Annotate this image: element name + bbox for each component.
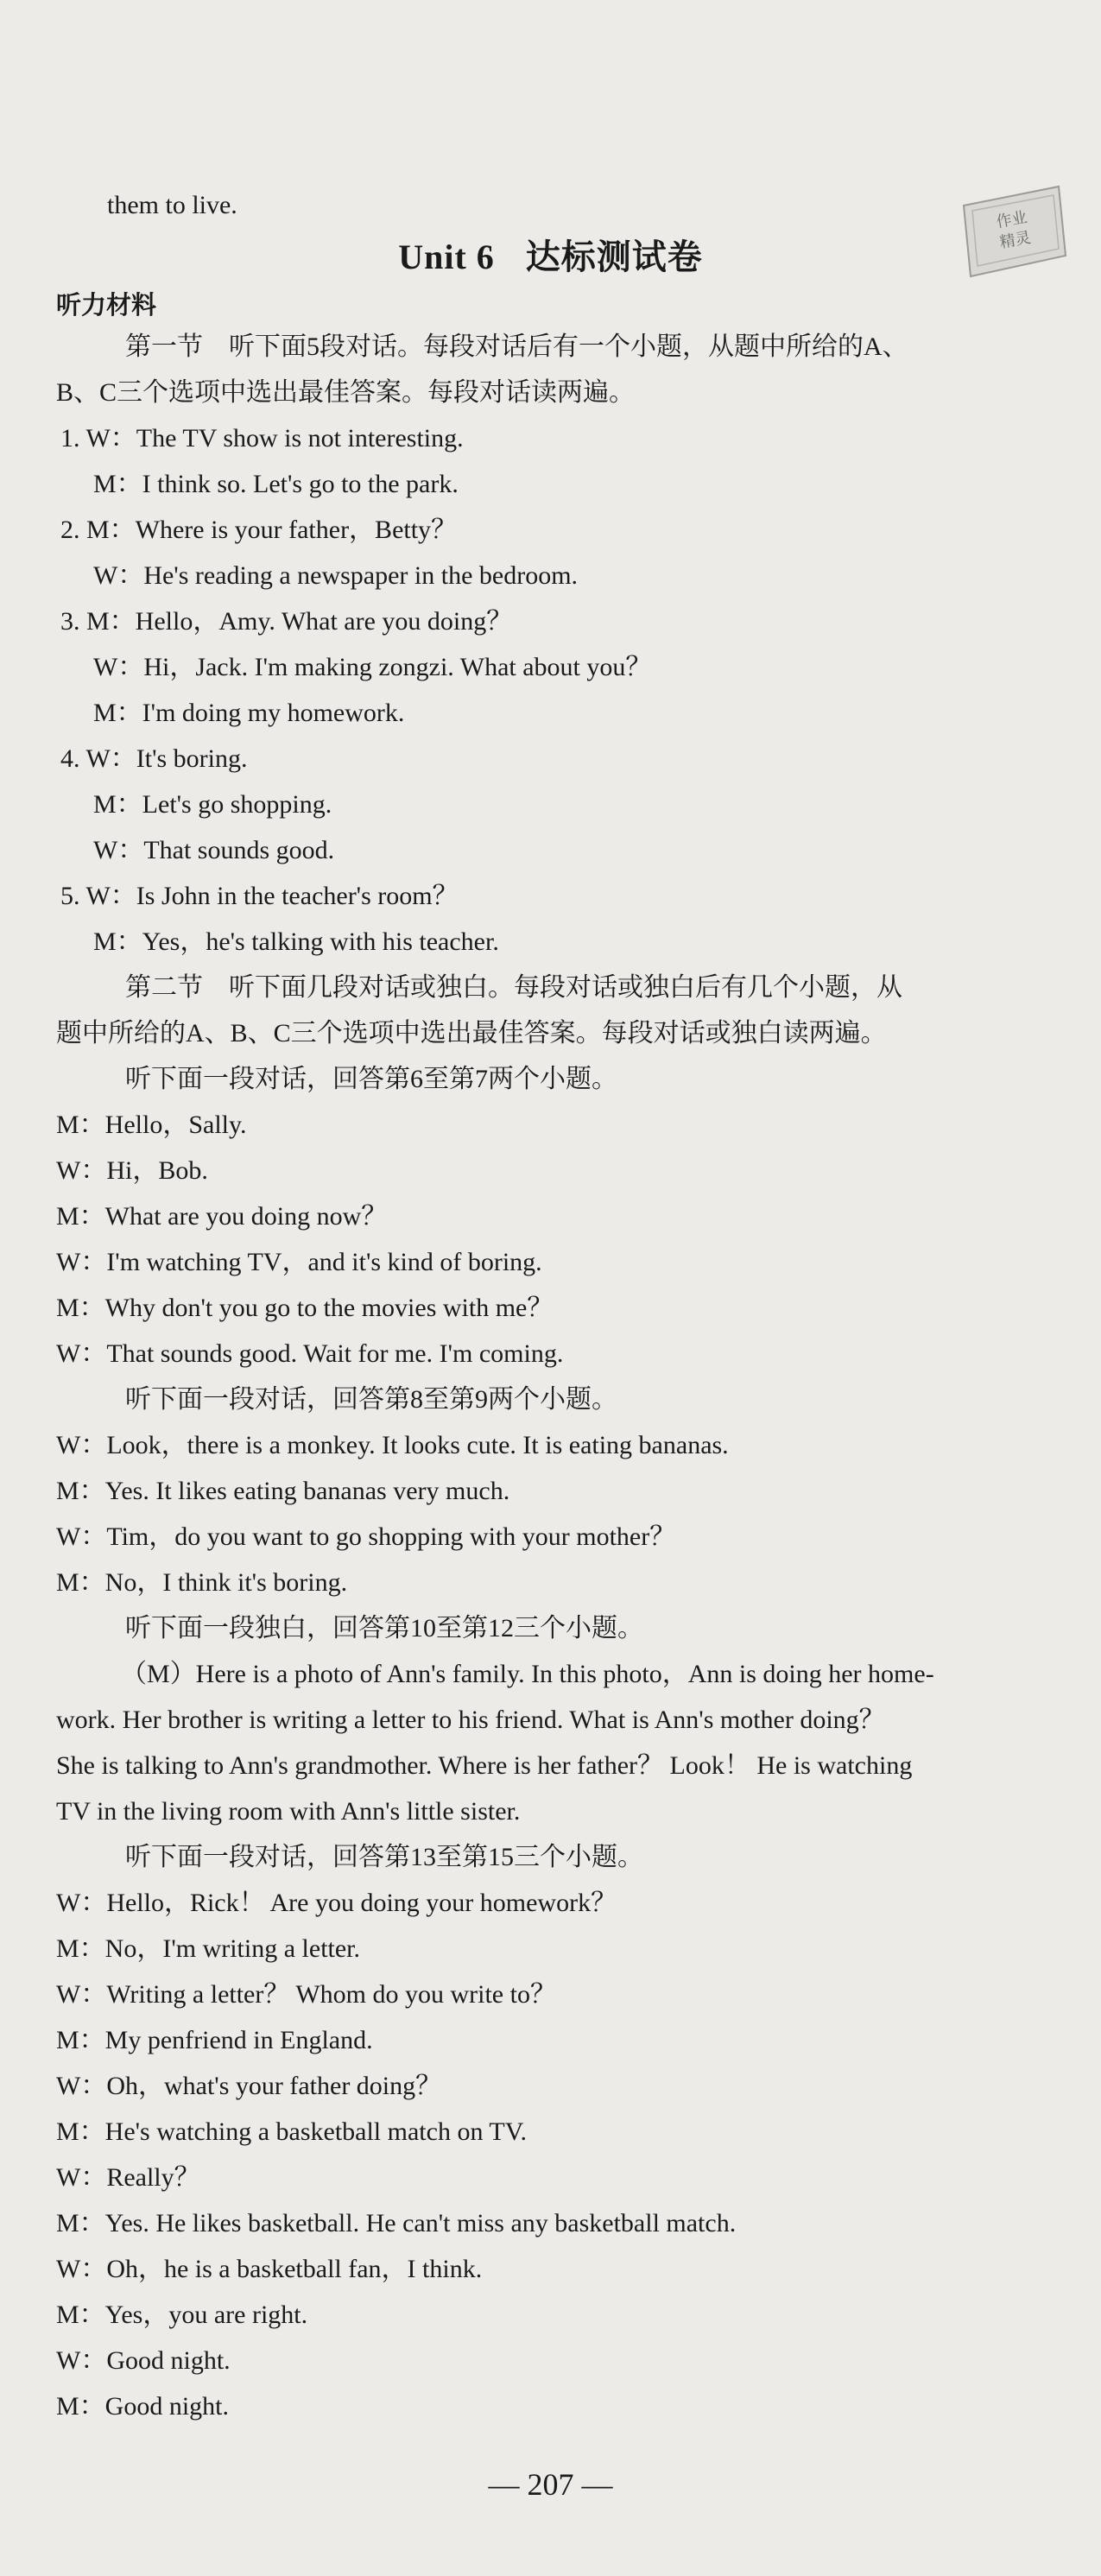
text-line: M：Yes. It likes eating bananas very much. xyxy=(56,1477,510,1505)
text-line: W：Hi，Bob. xyxy=(56,1156,208,1185)
text-line: 第二节 听下面几段对话或独白。每段对话或独白后有几个小题，从 xyxy=(125,973,902,1002)
text-line: 听下面一段对话，回答第8至第9两个小题。 xyxy=(125,1385,617,1414)
text-line: M：My penfriend in England. xyxy=(56,2026,373,2054)
text-line: B、C三个选项中选出最佳答案。每段对话读两遍。 xyxy=(56,378,636,407)
text-line: 题中所给的A、B、C三个选项中选出最佳答案。每段对话或独白读两遍。 xyxy=(56,1019,887,1047)
text-line: She is talking to Ann's grandmother. Where is her father？ Look！ He is watching xyxy=(56,1751,913,1780)
text-line: 1. W：The TV show is not interesting. xyxy=(60,424,464,453)
text-line: M：No，I'm writing a letter. xyxy=(56,1934,361,1963)
page-title xyxy=(0,233,1101,282)
text-line: 听下面一段对话，回答第6至第7两个小题。 xyxy=(125,1065,617,1093)
text-line: M：He's watching a basketball match on TV. xyxy=(56,2117,528,2146)
text-line: 2. M：Where is your father，Betty？ xyxy=(60,516,458,544)
text-line: M：Yes. He likes basketball. He can't miss any basketball match. xyxy=(56,2209,737,2237)
text-line: W：Writing a letter？ Whom do you write to？ xyxy=(56,1980,556,2009)
text-line: 听下面一段独白，回答第10至第12三个小题。 xyxy=(125,1614,643,1642)
text-line: W：He's reading a newspaper in the bedroom. xyxy=(93,561,579,590)
svg-text:精灵: 精灵 xyxy=(998,228,1033,252)
text-line: M：Let's go shopping. xyxy=(93,790,332,819)
text-line: M：What are you doing now？ xyxy=(56,1202,388,1231)
text-line: W：Hi，Jack. I'm making zongzi. What about you？ xyxy=(93,653,652,681)
text-line: W：Good night. xyxy=(56,2346,231,2375)
text-line: 4. W：It's boring. xyxy=(60,744,248,773)
title-name: 达标测试卷 xyxy=(525,237,703,276)
svg-text:作业: 作业 xyxy=(995,208,1029,232)
title-unit: Unit 6 xyxy=(398,237,495,276)
text-line: 第一节 听下面5段对话。每段对话后有一个小题，从题中所给的A、 xyxy=(125,332,908,361)
text-line: 5. W：Is John in the teacher's room？ xyxy=(60,882,459,910)
text-line: 听下面一段对话，回答第13至第15三个小题。 xyxy=(125,1843,643,1871)
text-line: M：I'm doing my homework. xyxy=(93,699,405,727)
text-line: W：That sounds good. Wait for me. I'm coming. xyxy=(56,1339,564,1368)
text-line: M：Good night. xyxy=(56,2392,230,2421)
text-line: （M）Here is a photo of Ann's family. In this photo，Ann is doing her home- xyxy=(121,1660,934,1688)
text-line: W：I'm watching TV，and it's kind of boring. xyxy=(56,1248,542,1276)
text-line: M：Yes，you are right. xyxy=(56,2301,308,2329)
page-number: — 207 — xyxy=(488,2467,613,2502)
text-line: W：Really？ xyxy=(56,2163,200,2192)
text-line: W：Hello，Rick！ Are you doing your homework？ xyxy=(56,1889,617,1917)
text-line: M：Yes，he's talking with his teacher. xyxy=(93,927,499,956)
text-line: M：I think so. Let's go to the park. xyxy=(93,470,459,498)
section-heading: 听力材料 xyxy=(56,290,157,320)
text-line: W：That sounds good. xyxy=(93,836,335,864)
text-line: W：Tim，do you want to go shopping with your mother？ xyxy=(56,1522,676,1551)
text-line: 3. M：Hello，Amy. What are you doing？ xyxy=(60,607,513,636)
text-line: M：No，I think it's boring. xyxy=(56,1568,348,1597)
text-line: W：Oh，what's your father doing？ xyxy=(56,2072,442,2100)
continuation-line: them to live. xyxy=(107,191,237,219)
text-line: M：Why don't you go to the movies with me？ xyxy=(56,1294,554,1322)
text-line: work. Her brother is writing a letter to his friend. What is Ann's mother doing？ xyxy=(56,1706,885,1734)
text-line: TV in the living room with Ann's little sister. xyxy=(56,1797,521,1826)
text-line: W：Look，there is a monkey. It looks cute. It is eating bananas. xyxy=(56,1431,729,1459)
text-line: W：Oh，he is a basketball fan，I think. xyxy=(56,2255,483,2283)
text-line: M：Hello，Sally. xyxy=(56,1111,247,1139)
